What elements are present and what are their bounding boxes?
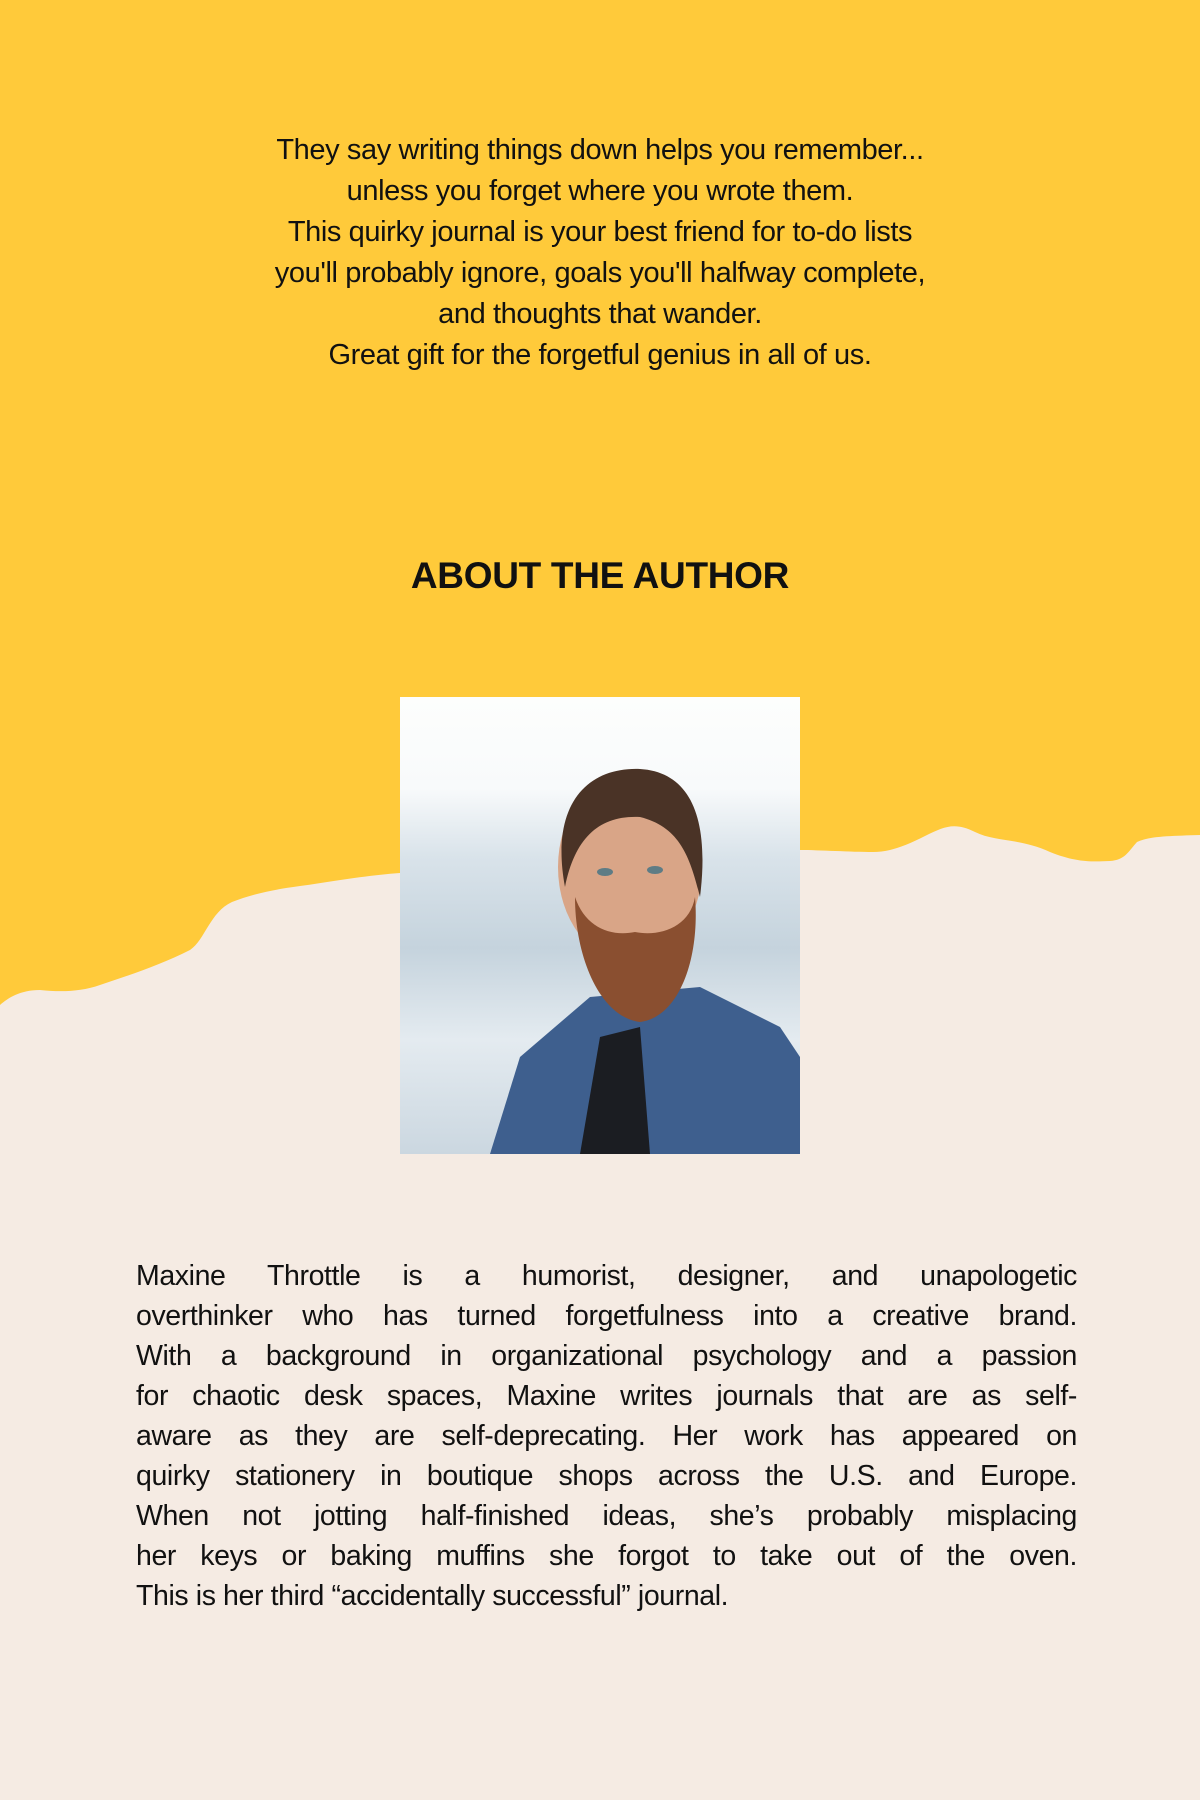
bio-line: aware as they are self-deprecating. Her work has appeared on xyxy=(136,1420,1077,1452)
bio-line: for chaotic desk spaces, Maxine writes journals that are as self- xyxy=(136,1380,1077,1412)
intro-text xyxy=(0,130,1200,376)
bio-line: With a background in organizational psychology and a passion xyxy=(136,1340,1077,1372)
bio-line: This is her third “accidentally successful” journal. xyxy=(136,1580,729,1612)
intro-line: This quirky journal is your best friend for to-do lists xyxy=(287,216,913,248)
bio-line: her keys or baking muffins she forgot to take out of the oven. xyxy=(136,1540,1077,1572)
bio-line: overthinker who has turned forgetfulness into a creative brand. xyxy=(136,1300,1077,1332)
author-photo xyxy=(400,697,800,1154)
intro-line: you'll probably ignore, goals you'll halfway complete, xyxy=(274,257,926,289)
bio-line: When not jotting half-finished ideas, she’s probably misplacing xyxy=(136,1500,1077,1532)
intro-line: unless you forget where you wrote them. xyxy=(346,175,854,207)
about-author-heading: ABOUT THE AUTHOR xyxy=(410,555,790,596)
intro-line: Great gift for the forgetful genius in all of us. xyxy=(328,339,872,371)
intro-line: and thoughts that wander. xyxy=(438,298,762,330)
bio-line: quirky stationery in boutique shops across the U.S. and Europe. xyxy=(136,1460,1077,1492)
bio-line: Maxine Throttle is a humorist, designer, and unapologetic xyxy=(136,1260,1077,1292)
author-bio xyxy=(136,1256,1077,1616)
intro-line: They say writing things down helps you remember... xyxy=(276,134,924,166)
